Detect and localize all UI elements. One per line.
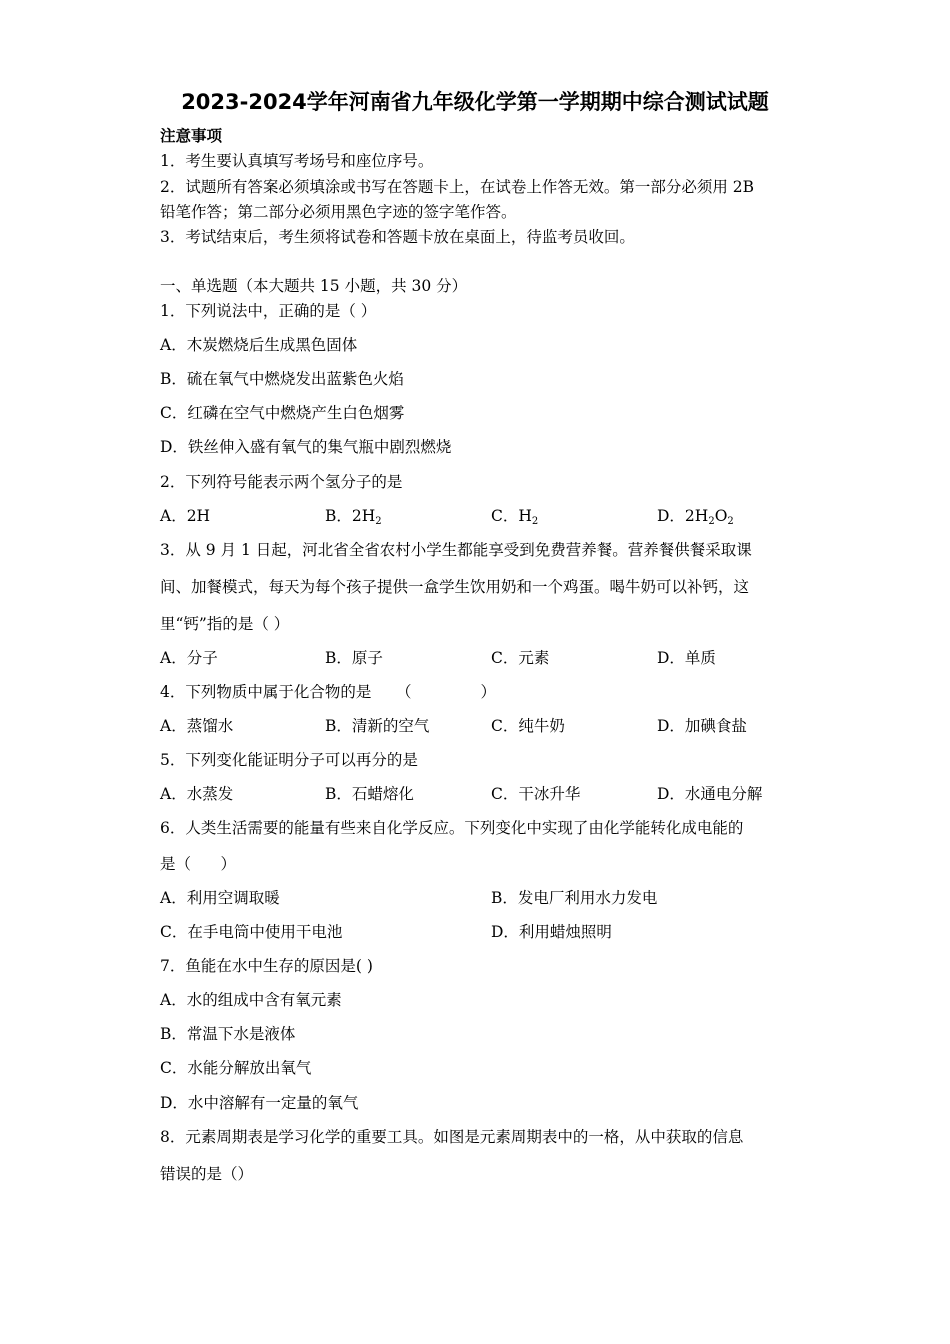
note-3: 3．考试结束后，考生须将试卷和答题卡放在桌面上，待监考员收回。 — [160, 228, 635, 246]
section-heading: 一、单选题（本大题共 15 小题，共 30 分） — [160, 277, 468, 295]
question-3-option-a: A．分子 — [160, 649, 218, 667]
question-6-line-2: 是（ ） — [160, 855, 237, 873]
question-3-option-d: D．单质 — [657, 649, 716, 667]
note-2b: 铅笔作答；第二部分必须用黑色字迹的签字笔作答。 — [160, 203, 517, 221]
question-6-line-1: 6．人类生活需要的能量有些来自化学反应。下列变化中实现了由化学能转化成电能的 — [160, 819, 744, 837]
question-3-option-b: B．原子 — [325, 649, 383, 667]
question-3-line-1: 3．从 9 月 1 日起，河北省全省农村小学生都能享受到免费营养餐。营养餐供餐采取课 — [160, 541, 752, 559]
question-3-line-3: 里“钙”指的是（ ） — [160, 615, 290, 633]
question-8-line-1: 8．元素周期表是学习化学的重要工具。如图是元素周期表中的一格，从中获取的信息 — [160, 1128, 744, 1146]
question-3-option-c: C．元素 — [491, 649, 550, 667]
question-1-stem: 1．下列说法中，正确的是（ ） — [160, 302, 377, 320]
question-6-option-d: D．利用蜡烛照明 — [491, 923, 612, 941]
question-7-option-a: A．水的组成中含有氧元素 — [160, 991, 342, 1009]
question-4-option-a: A．蒸馏水 — [160, 717, 234, 735]
question-6-option-b: B．发电厂利用水力发电 — [491, 889, 658, 907]
question-5-option-b: B．石蜡熔化 — [325, 785, 414, 803]
question-6-option-c: C．在手电筒中使用干电池 — [160, 923, 343, 941]
question-2-option-b: B．$2H_2$ — [325, 507, 382, 527]
question-6-option-a: A．利用空调取暖 — [160, 889, 280, 907]
question-5-option-d: D．水通电分解 — [657, 785, 763, 803]
question-2-option-a: A．2H — [160, 507, 211, 525]
question-4-option-d: D．加碘食盐 — [657, 717, 747, 735]
question-5-option-c: C．干冰升华 — [491, 785, 581, 803]
question-1-option-b: B．硫在氧气中燃烧发出蓝紫色火焰 — [160, 370, 404, 388]
question-2-option-d: D．$2H_2O_2$ — [657, 507, 734, 527]
question-1-option-c: C．红磷在空气中燃烧产生白色烟雾 — [160, 404, 405, 422]
question-7-option-b: B．常温下水是液体 — [160, 1025, 296, 1043]
question-1-option-a: A．木炭燃烧后生成黑色固体 — [160, 336, 358, 354]
note-2a: 2．试题所有答案必须填涂或书写在答题卡上，在试卷上作答无效。第一部分必须用 2B — [160, 178, 755, 196]
question-7-stem: 7．鱼能在水中生存的原因是( ) — [160, 957, 373, 975]
question-3-line-2: 间、加餐模式，每天为每个孩子提供一盒学生饮用奶和一个鸡蛋。喝牛奶可以补钙，这 — [160, 578, 750, 596]
question-8-line-2: 错误的是（） — [160, 1165, 254, 1183]
exam-title: 2023-2024学年河南省九年级化学第一学期期中综合测试试题 — [181, 90, 769, 114]
question-4-option-c: C．纯牛奶 — [491, 717, 565, 735]
question-7-option-d: D．水中溶解有一定量的氧气 — [160, 1094, 359, 1112]
notes-heading: 注意事项 — [160, 126, 223, 145]
question-5-stem: 5．下列变化能证明分子可以再分的是 — [160, 751, 418, 769]
question-1-option-d: D．铁丝伸入盛有氧气的集气瓶中剧烈燃烧 — [160, 438, 452, 456]
note-1: 1．考生要认真填写考场号和座位序号。 — [160, 152, 434, 170]
question-5-option-a: A．水蒸发 — [160, 785, 234, 803]
question-2-stem: 2．下列符号能表示两个氢分子的是 — [160, 473, 403, 491]
question-7-option-c: C．水能分解放出氧气 — [160, 1059, 312, 1077]
question-4-option-b: B．清新的空气 — [325, 717, 430, 735]
question-2-option-c: C．$H_2$ — [491, 507, 539, 527]
question-4-stem: 4．下列物质中属于化合物的是 （ ） — [160, 683, 496, 701]
